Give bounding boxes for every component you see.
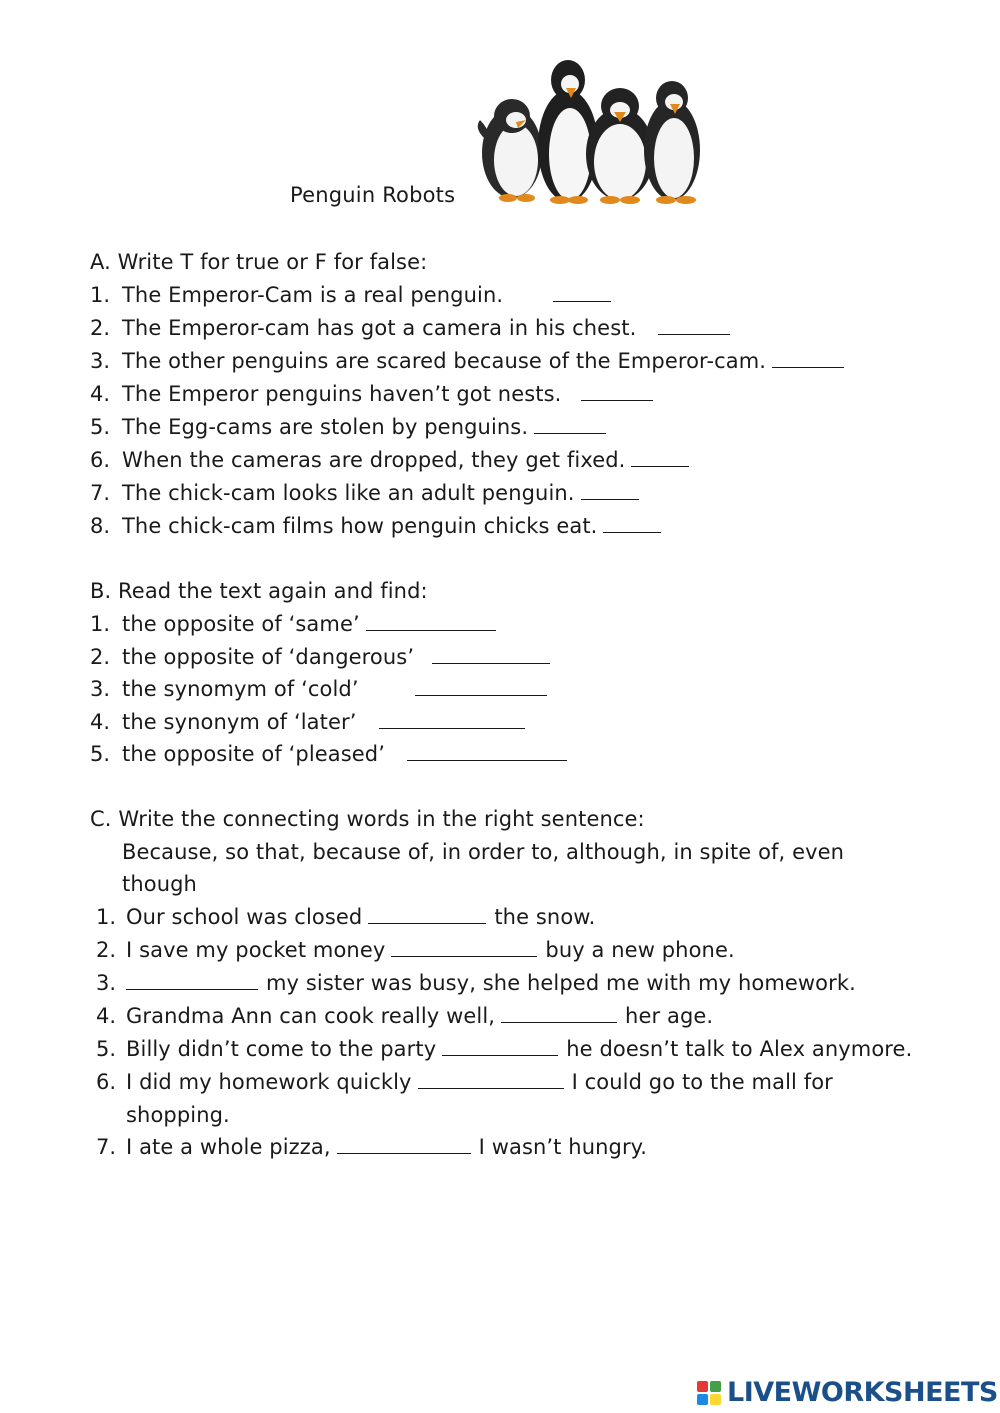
page-title: Penguin Robots <box>290 183 456 207</box>
b-item-4-num: 4. <box>90 710 111 734</box>
a-item-7 <box>122 480 639 506</box>
c-item-7-blank[interactable] <box>337 1135 471 1154</box>
a-item-1-text: The Emperor-Cam is a real penguin. <box>122 283 504 307</box>
c-item-3-num: 3. <box>96 971 117 995</box>
c-item-7-before: I ate a whole pizza, <box>126 1135 331 1159</box>
a-item-7-num: 7. <box>90 481 111 505</box>
c-item-7 <box>126 1134 647 1160</box>
a-item-3-text: The other penguins are scared because of the Emperor-cam. <box>122 349 767 373</box>
b-item-1-blank[interactable] <box>366 612 496 631</box>
b-item-5-num: 5. <box>90 742 111 766</box>
section-b-heading: B. Read the text again and find: <box>90 579 428 603</box>
c-item-2 <box>126 937 735 963</box>
a-item-2 <box>122 315 730 341</box>
c-item-1 <box>126 904 595 930</box>
penguin-3 <box>586 88 654 204</box>
a-item-6-num: 6. <box>90 448 111 472</box>
c-item-7-num: 7. <box>96 1135 117 1159</box>
a-item-5-text: The Egg-cams are stolen by penguins. <box>122 415 529 439</box>
word-bank-line-2: though <box>122 872 197 896</box>
c-item-3-after: my sister was busy, she helped me with my homework. <box>266 971 856 995</box>
a-item-4-num: 4. <box>90 382 111 406</box>
section-a-heading: A. Write T for true or F for false: <box>90 250 428 274</box>
c-item-1-after: the snow. <box>494 905 596 929</box>
word-bank-line-1: Because, so that, because of, in order to, although, in spite of, even <box>122 840 845 864</box>
a-item-4-text: The Emperor penguins haven’t got nests. <box>122 382 562 406</box>
a-item-2-blank[interactable] <box>658 316 730 335</box>
c-item-6-after: I could go to the mall for <box>571 1070 833 1094</box>
c-item-2-after: buy a new phone. <box>545 938 735 962</box>
c-item-6 <box>126 1069 833 1095</box>
penguin-1 <box>478 99 542 202</box>
b-item-5 <box>122 741 567 767</box>
c-item-1-blank[interactable] <box>368 905 486 924</box>
a-item-8 <box>122 513 661 539</box>
c-item-4-after: her age. <box>625 1004 714 1028</box>
a-item-5 <box>122 414 606 440</box>
c-item-1-num: 1. <box>96 905 117 929</box>
a-item-8-blank[interactable] <box>603 514 661 533</box>
b-item-3 <box>122 676 547 702</box>
c-item-2-num: 2. <box>96 938 117 962</box>
a-item-7-blank[interactable] <box>581 481 639 500</box>
b-item-1-num: 1. <box>90 612 111 636</box>
b-item-2 <box>122 644 550 670</box>
c-item-1-before: Our school was closed <box>126 905 363 929</box>
c-item-5-before: Billy didn’t come to the party <box>126 1037 437 1061</box>
a-item-6-blank[interactable] <box>631 448 689 467</box>
a-item-6 <box>122 447 689 473</box>
a-item-1-num: 1. <box>90 283 111 307</box>
c-item-2-before: I save my pocket money <box>126 938 386 962</box>
a-item-3-num: 3. <box>90 349 111 373</box>
a-item-8-num: 8. <box>90 514 111 538</box>
section-c-heading: C. Write the connecting words in the right sentence: <box>90 807 645 831</box>
b-item-5-blank[interactable] <box>407 742 567 761</box>
c-item-5 <box>126 1036 912 1062</box>
c-item-6-continuation: shopping. <box>126 1103 230 1127</box>
c-item-4-num: 4. <box>96 1004 117 1028</box>
a-item-6-text: When the cameras are dropped, they get fixed. <box>122 448 626 472</box>
a-item-4 <box>122 381 653 407</box>
a-item-7-text: The chick-cam looks like an adult penguin. <box>122 481 575 505</box>
c-item-6-blank[interactable] <box>418 1070 564 1089</box>
c-item-5-blank[interactable] <box>442 1037 558 1056</box>
a-item-2-text: The Emperor-cam has got a camera in his chest. <box>122 316 637 340</box>
b-item-3-num: 3. <box>90 677 111 701</box>
b-item-2-blank[interactable] <box>432 645 550 664</box>
c-item-3-blank[interactable] <box>126 971 258 990</box>
a-item-1 <box>122 282 611 308</box>
c-item-6-num: 6. <box>96 1070 117 1094</box>
b-item-5-text: the opposite of ‘pleased’ <box>122 742 386 766</box>
c-item-4 <box>126 1003 713 1029</box>
penguin-2 <box>538 60 598 204</box>
c-item-6-before: I did my homework quickly <box>126 1070 412 1094</box>
c-item-5-after: he doesn’t talk to Alex anymore. <box>566 1037 913 1061</box>
b-item-2-text: the opposite of ‘dangerous’ <box>122 645 415 669</box>
a-item-2-num: 2. <box>90 316 111 340</box>
b-item-3-text: the synomym of ‘cold’ <box>122 677 359 701</box>
liveworksheets-logo-icon <box>697 1381 721 1405</box>
c-item-7-after: I wasn’t hungry. <box>478 1135 647 1159</box>
b-item-1 <box>122 611 496 637</box>
a-item-1-blank[interactable] <box>553 283 611 302</box>
b-item-1-text: the opposite of ‘same’ <box>122 612 360 636</box>
a-item-3-blank[interactable] <box>772 349 844 368</box>
c-item-4-blank[interactable] <box>501 1004 617 1023</box>
a-item-4-blank[interactable] <box>581 382 653 401</box>
penguins-illustration <box>472 58 708 208</box>
c-item-3 <box>126 970 856 996</box>
c-item-4-before: Grandma Ann can cook really well, <box>126 1004 496 1028</box>
penguin-4 <box>644 81 700 204</box>
b-item-3-blank[interactable] <box>415 677 547 696</box>
a-item-3 <box>122 348 844 374</box>
liveworksheets-logo[interactable] <box>697 1376 997 1410</box>
a-item-5-num: 5. <box>90 415 111 439</box>
b-item-4 <box>122 709 525 735</box>
liveworksheets-logo-text: LIVEWORKSHEETS <box>727 1377 998 1408</box>
a-item-5-blank[interactable] <box>534 415 606 434</box>
b-item-4-text: the synonym of ‘later’ <box>122 710 357 734</box>
b-item-2-num: 2. <box>90 645 111 669</box>
c-item-5-num: 5. <box>96 1037 117 1061</box>
c-item-2-blank[interactable] <box>391 938 537 957</box>
b-item-4-blank[interactable] <box>379 710 525 729</box>
a-item-8-text: The chick-cam films how penguin chicks eat. <box>122 514 598 538</box>
